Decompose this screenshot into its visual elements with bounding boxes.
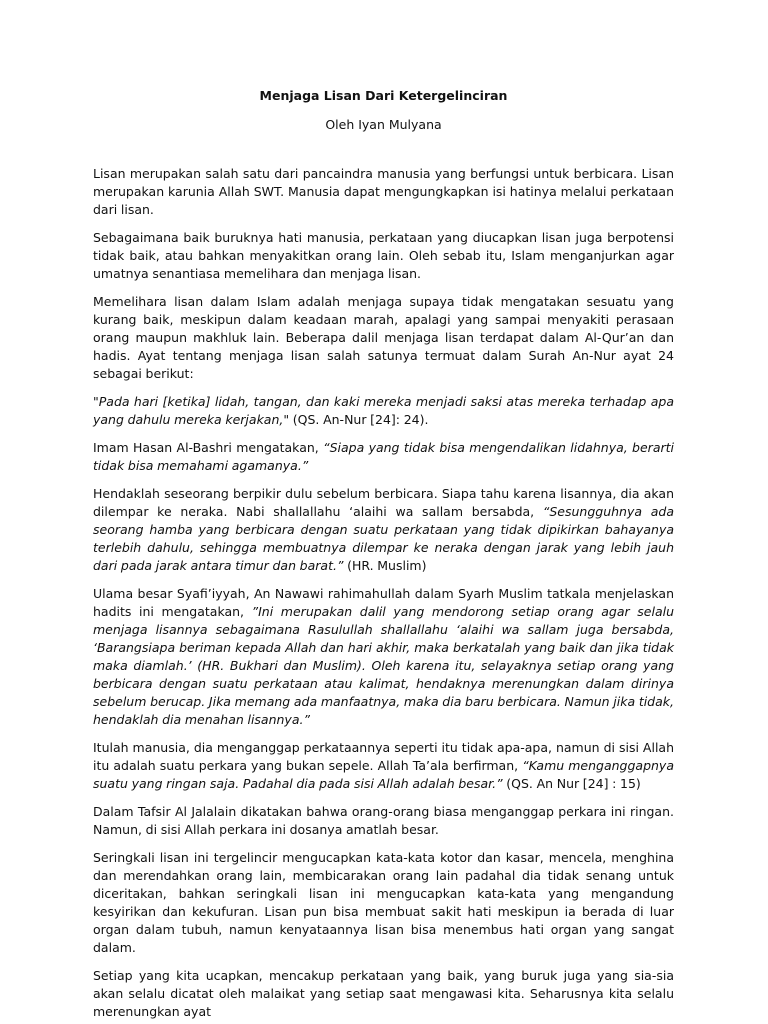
paragraph-text: Sebagaimana baik buruknya hati manusia, perkataan yang diucapkan lisan juga berpotensi tidak baik, atau bahkan menyakitkan orang lain. Oleh sebab itu, Islam menganjurkan agar umatnya senantiasa memelihara dan menjaga lisan. [93, 230, 674, 281]
document-body [93, 165, 674, 1021]
paragraph [93, 485, 674, 575]
paragraph [93, 229, 674, 283]
paragraph [93, 165, 674, 219]
paragraph-text: Ulama besar Syafi’iyyah, An Nawawi rahimahullah dalam Syarh Muslim tatkala menjelaskan hadits ini mengatakan, [93, 586, 674, 619]
paragraph [93, 293, 674, 383]
paragraph-text: (HR. Muslim) [343, 558, 427, 573]
paragraph [93, 803, 674, 839]
italic-quote-text: “Siapa yang tidak bisa mengendalikan lidahnya, berarti tidak bisa memahami agamanya.” [93, 440, 674, 473]
paragraph-text: Itulah manusia, dia menganggap perkataannya seperti itu tidak apa-apa, namun di sisi Allah itu adalah suatu perkara yang bukan sepele. Allah Ta’ala berfirman, [93, 740, 674, 773]
paragraph [93, 849, 674, 957]
italic-quote-text: “Sesungguhnya ada seorang hamba yang berbicara dengan suatu perkataan yang tidak dipikirkan bahayanya terlebih dahulu, sehingga membuatnya dilempar ke neraka dengan jarak yang lebih jauh dari pada jarak antara timur dan barat.” [93, 504, 674, 573]
document-title: Menjaga Lisan Dari Ketergelinciran [259, 88, 508, 103]
paragraph-text: Lisan merupakan salah satu dari pancaindra manusia yang berfungsi untuk berbicara. Lisan merupakan karunia Allah SWT. Manusia dapat mengungkapkan isi hatinya melalui perkataan dari lisan. [93, 166, 674, 217]
italic-quote-text: ”Ini merupakan dalil yang mendorong setiap orang agar selalu menjaga lisannya sebagaimana Rasulullah shallallahu ‘alaihi wa sallam juga bersabda, ‘Barangsiapa beriman kepada Allah dan hari akhir, maka berkatalah yang baik dan jika tidak maka diamlah.’ (HR. Bukhari dan Muslim). Oleh karena itu, selayaknya setiap orang yang berbicara dengan suatu perkataan atau kalimat, hendaknya merenungkan dalam dirinya sebelum berucap. Jika memang ada manfaatnya, maka dia baru berbicara. Namun jika tidak, hendaklah dia menahan lisannya.” [93, 604, 674, 727]
italic-quote-text: "Pada hari [ketika] lidah, tangan, dan kaki mereka menjadi saksi atas mereka terhadap apa yang dahulu mereka kerjakan," [93, 394, 674, 427]
paragraph [93, 967, 674, 1021]
paragraph [93, 585, 674, 729]
italic-quote-text: “Kamu menganggapnya suatu yang ringan saja. Padahal dia pada sisi Allah adalah besar.” [93, 758, 674, 791]
paragraph-text: Seringkali lisan ini tergelincir mengucapkan kata-kata kotor dan kasar, mencela, menghina dan merendahkan orang lain, membicarakan orang lain padahal dia tidak senang untuk diceritakan, bahkan seringkali lisan ini mengucapkan kata-kata yang mengandung kesyirikan dan kekufuran. Lisan pun bisa membuat sakit hati meskipun ia berada di luar organ dalam tubuh, namun kenyataannya lisan bisa menembus hati organ yang sangat dalam. [93, 850, 674, 955]
document-author: Oleh Iyan Mulyana [325, 117, 442, 132]
paragraph-text: Hendaklah seseorang berpikir dulu sebelum berbicara. Siapa tahu karena lisannya, dia akan dilempar ke neraka. Nabi shallallahu ‘alaihi wa sallam bersabda, [93, 486, 674, 519]
paragraph-text: Imam Hasan Al-Bashri mengatakan, [93, 440, 324, 455]
paragraph [93, 393, 674, 429]
paragraph-text: Dalam Tafsir Al Jalalain dikatakan bahwa orang-orang biasa menganggap perkara ini ringan. Namun, di sisi Allah perkara ini dosanya amatlah besar. [93, 804, 674, 837]
paragraph [93, 739, 674, 793]
paragraph-text: (QS. An Nur [24] : 15) [502, 776, 641, 791]
paragraph-text: Memelihara lisan dalam Islam adalah menjaga supaya tidak mengatakan sesuatu yang kurang baik, meskipun dalam keadaan marah, apalagi yang sampai menyakiti perasaan orang maupun makhluk lain. Beberapa dalil menjaga lisan terdapat dalam Al-Qur’an dan hadis. Ayat tentang menjaga lisan salah satunya termuat dalam Surah An-Nur ayat 24 sebagai berikut: [93, 294, 674, 381]
paragraph-text: Setiap yang kita ucapkan, mencakup perkataan yang baik, yang buruk juga yang sia-sia akan selalu dicatat oleh malaikat yang setiap saat mengawasi kita. Seharusnya kita selalu merenungkan ayat [93, 968, 674, 1019]
paragraph-text: (QS. An-Nur [24]: 24). [289, 412, 429, 427]
paragraph [93, 439, 674, 475]
